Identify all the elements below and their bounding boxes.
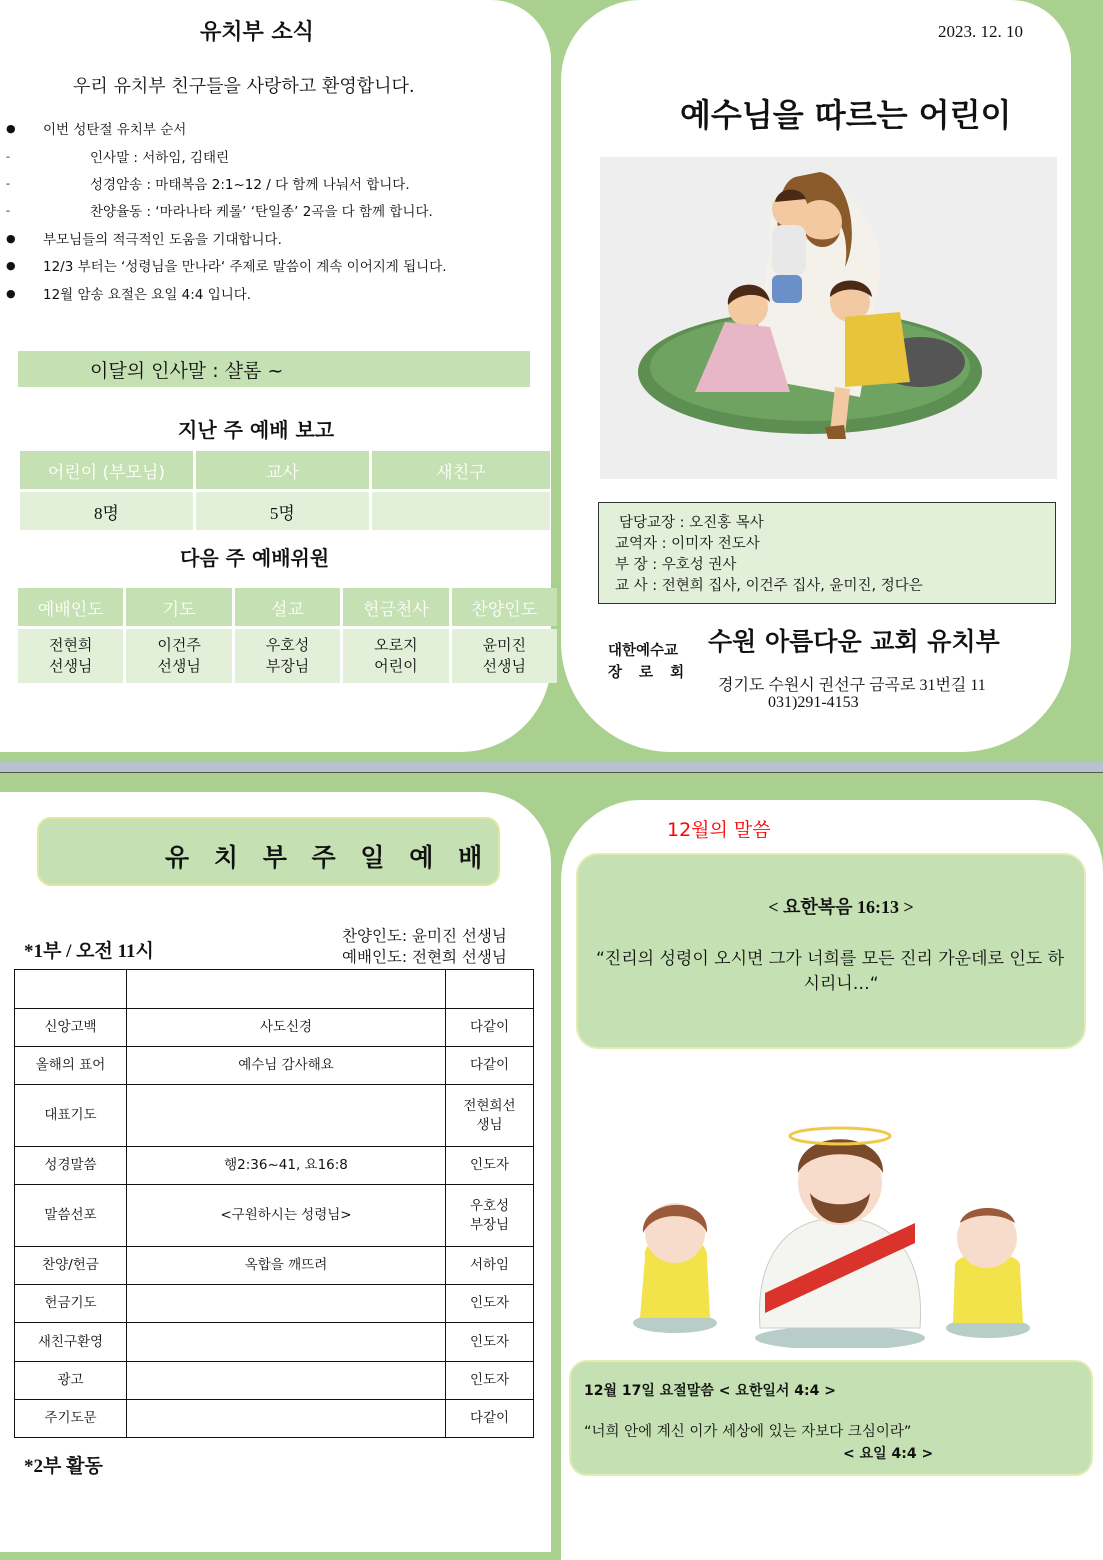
verse-reference: < 요한복음 16:13 >: [768, 897, 914, 917]
news-subitem: 인사말 : 서하임, 김태린: [90, 150, 230, 166]
committee-role: 부장님: [265, 657, 310, 675]
service-row: [15, 1085, 534, 1147]
page-divider-line: [0, 772, 1103, 773]
staff-line: 교역자 : 이미자 전도사: [615, 536, 760, 552]
service-order-table: [14, 969, 534, 1438]
bullet-marker: ●: [6, 122, 16, 135]
committee-name: 우호성: [265, 636, 310, 654]
service-row: [15, 1400, 534, 1438]
news-item: 12월 암송 요절은 요일 4:4 입니다.: [43, 287, 252, 303]
memory-reference: < 요일 4:4 >: [843, 1446, 934, 1462]
committee-header: 설교: [235, 588, 340, 626]
month-word-title: 12월의 말씀: [667, 819, 771, 841]
memory-verse: “너희 안에 계신 이가 세상에 있는 자보다 크심이라”: [584, 1424, 912, 1440]
service-person: 우호성 부장님: [446, 1185, 534, 1247]
dash-marker: -: [6, 204, 10, 217]
service-person: 다같이: [446, 1400, 534, 1438]
service-content: [127, 1323, 446, 1362]
attendance-header: 교사: [196, 451, 369, 489]
news-subitem: 성경암송 : 마태복음 2:1~12 / 다 함께 나눠서 합니다.: [90, 177, 410, 193]
verse-line: “진리의 성령이 오시면 그가 너희를 모든 진리 가운데로 인도 하: [596, 949, 1064, 969]
memory-heading: 12월 17일 요절말씀 < 요한일서 4:4 >: [584, 1383, 836, 1399]
praying-jesus-illustration: [615, 1108, 1045, 1352]
attendance-value: 8명: [20, 492, 193, 530]
committee-role: 선생님: [48, 657, 93, 675]
service-row: [15, 1047, 534, 1085]
news-item: 12/3 부터는 ‘성령님을 만나라‘ 주제로 말씀이 계속 이어지게 됩니다.: [43, 259, 447, 275]
praise-leader: 찬양인도: 윤미진 선생님: [342, 927, 507, 945]
denomination: [608, 640, 690, 684]
service-person: 인도자: [446, 1147, 534, 1185]
church-name: 수원 아름다운 교회 유치부: [708, 627, 1000, 656]
service-item: 올해의 표어: [15, 1047, 127, 1085]
staff-line: 담당교장 : 오진홍 목사: [619, 515, 764, 531]
staff-line: 교 사 : 전현희 집사, 이건주 집사, 윤미진, 정다은: [615, 578, 923, 594]
service-row: [15, 970, 534, 1009]
welcome-text: 우리 유치부 친구들을 사랑하고 환영합니다.: [73, 76, 415, 97]
service-item: 성경말씀: [15, 1147, 127, 1185]
service-item: 신앙고백: [15, 1009, 127, 1047]
service-item: 말씀선포: [15, 1185, 127, 1247]
staff-box: [598, 502, 1056, 604]
committee-cell: [126, 629, 231, 683]
attendance-value: [372, 492, 550, 530]
verse-line: 시리니…“: [803, 974, 879, 994]
service-person: 인도자: [446, 1285, 534, 1323]
service-item: 광고: [15, 1362, 127, 1400]
committee-cell: [452, 629, 557, 683]
service-item: 찬양/헌금: [15, 1247, 127, 1285]
attendance-header: 새친구: [372, 451, 550, 489]
service-item: [15, 970, 127, 1009]
greeting-text: 이달의 인사말 : 샬롬 ~: [90, 360, 284, 382]
news-title: 유치부 소식: [200, 20, 314, 45]
committee-header: 예배인도: [18, 588, 123, 626]
bullet-marker: ●: [6, 287, 16, 300]
service-row: [15, 1009, 534, 1047]
service-row: [15, 1247, 534, 1285]
staff-line: 부 장 : 우호성 권사: [615, 557, 737, 573]
service-person: 다같이: [446, 1009, 534, 1047]
service-content: 행2:36~41, 요16:8: [127, 1147, 446, 1185]
service-title: 유 치 부 주 일 예 배: [165, 843, 491, 872]
service-content: 사도신경: [127, 1009, 446, 1047]
committee-header: 헌금천사: [343, 588, 448, 626]
service-row: [15, 1147, 534, 1185]
service-row: [15, 1323, 534, 1362]
last-week-title: 지난 주 예배 보고: [178, 418, 335, 442]
part2-label: *2부 활동: [24, 1456, 103, 1477]
church-address: 경기도 수원시 권선구 금곡로 31번길 11: [718, 677, 986, 694]
service-person: 인도자: [446, 1323, 534, 1362]
church-phone: 031)291-4153: [768, 694, 859, 711]
service-person: 전현희선 생님: [446, 1085, 534, 1147]
bulletin-date: 2023. 12. 10: [938, 22, 1023, 41]
service-content: [127, 1285, 446, 1323]
service-item: 대표기도: [15, 1085, 127, 1147]
news-item: 이번 성탄절 유치부 순서: [43, 122, 187, 138]
service-content: 예수님 감사해요: [127, 1047, 446, 1085]
committee-name: 전현희: [48, 636, 93, 654]
service-row: [15, 1185, 534, 1247]
news-subitem: 찬양율동 : ‘마라나타 케롤’ ‘탄일종’ 2곡을 다 함께 합니다.: [90, 204, 433, 220]
committee-name: 이건주: [157, 636, 201, 654]
committee-role: 어린이: [374, 657, 418, 675]
committee-header: 찬양인도: [452, 588, 557, 626]
page-divider: [0, 762, 1103, 772]
committee-name: 윤미진: [482, 636, 527, 654]
service-content: [127, 1400, 446, 1438]
service-content: 옥합을 깨뜨려: [127, 1247, 446, 1285]
service-person: 인도자: [446, 1362, 534, 1400]
service-content: <구원하시는 성령님>: [127, 1185, 446, 1247]
committee-name: 오로지: [374, 636, 418, 654]
jesus-children-illustration: [600, 157, 1057, 479]
memory-verse-box: [569, 1360, 1093, 1476]
part1-label: *1부 / 오전 11시: [24, 941, 154, 962]
attendance-value: 5명: [196, 492, 369, 530]
cover-title: 예수님을 따르는 어린이: [680, 96, 1012, 134]
service-row: [15, 1285, 534, 1323]
committee-cell: [235, 629, 340, 683]
service-item: 헌금기도: [15, 1285, 127, 1323]
committee-cell: [343, 629, 448, 683]
committee-role: 선생님: [157, 657, 201, 675]
denomination-line: 대한예수교: [608, 643, 679, 659]
service-item: 새친구환영: [15, 1323, 127, 1362]
dash-marker: -: [6, 177, 10, 190]
next-week-title: 다음 주 예배위원: [180, 546, 330, 570]
service-content: [127, 1362, 446, 1400]
news-item: 부모님들의 적극적인 도움을 기대합니다.: [43, 232, 282, 248]
attendance-table: [17, 448, 553, 533]
service-item: 주기도문: [15, 1400, 127, 1438]
committee-cell: [18, 629, 123, 683]
committee-table: [15, 585, 560, 686]
service-person: 서하임: [446, 1247, 534, 1285]
service-person: [446, 970, 534, 1009]
service-row: [15, 1362, 534, 1400]
bullet-marker: ●: [6, 232, 16, 245]
service-content: [127, 1085, 446, 1147]
denomination-line: 장 로 회: [608, 665, 691, 681]
bullet-marker: ●: [6, 259, 16, 272]
committee-header: 기도: [126, 588, 231, 626]
worship-leader: 예배인도: 전현희 선생님: [342, 948, 507, 966]
service-person: 다같이: [446, 1047, 534, 1085]
attendance-header: 어린이 (부모님): [20, 451, 193, 489]
committee-role: 선생님: [482, 657, 527, 675]
dash-marker: -: [6, 150, 10, 163]
service-content: [127, 970, 446, 1009]
